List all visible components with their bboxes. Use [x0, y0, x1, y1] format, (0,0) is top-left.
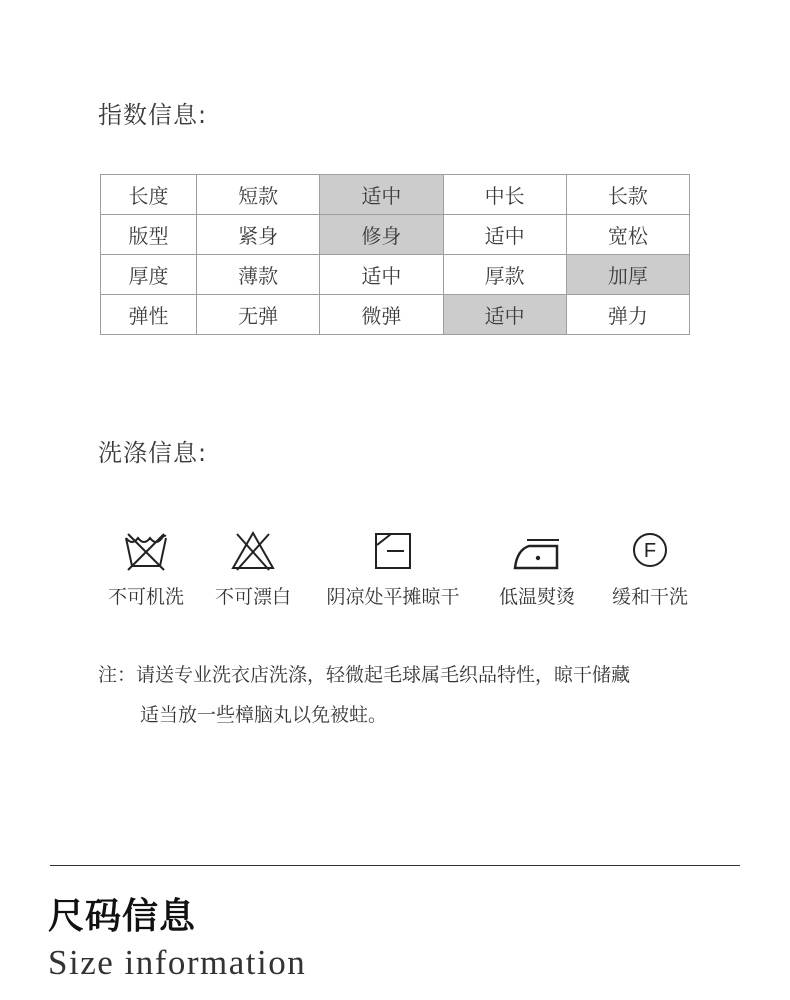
care-item-dry-flat-shade: [320, 530, 466, 609]
index-option: 短款: [197, 175, 320, 215]
index-option: 微弹: [320, 295, 443, 335]
note-prefix: 注：: [98, 664, 137, 686]
index-option: 弹力: [566, 295, 689, 335]
care-item-gentle-dry-clean: [607, 530, 693, 609]
note-line-2: 适当放一些樟脑丸以免被蛀。: [140, 704, 388, 726]
care-label: 不可机洗: [107, 586, 184, 608]
no-wash-icon: [122, 530, 170, 572]
size-section-title-zh: 尺码信息: [48, 896, 197, 937]
index-section-title: 指数信息:: [98, 101, 208, 129]
index-option: 中长: [443, 175, 566, 215]
index-option: 紧身: [197, 215, 320, 255]
care-label: 缓和干洗: [611, 586, 688, 608]
index-option: 适中: [443, 215, 566, 255]
index-option: 长款: [566, 175, 689, 215]
care-item-low-iron: [494, 530, 580, 609]
index-option: 修身: [320, 215, 443, 255]
care-item-no-bleach: [210, 530, 296, 609]
note-line-1: 请送专业洗衣店洗涤，轻微起毛球属毛织品特性，晾干储藏: [136, 664, 631, 686]
size-section-title-en: Size information: [48, 943, 307, 982]
table-row: [101, 295, 690, 335]
index-option: 无弹: [197, 295, 320, 335]
index-option: 加厚: [566, 255, 689, 295]
index-row-label: 版型: [101, 215, 197, 255]
dry-clean-letter: F: [643, 540, 657, 562]
dry-clean-f-icon: [626, 530, 674, 572]
care-item-no-machine-wash: [103, 530, 189, 609]
index-row-label: 厚度: [101, 255, 197, 295]
table-row: [101, 255, 690, 295]
index-option: 适中: [320, 175, 443, 215]
table-row: [101, 175, 690, 215]
index-option: 薄款: [197, 255, 320, 295]
care-note: [98, 655, 630, 735]
index-table: [100, 174, 690, 335]
table-row: [101, 215, 690, 255]
dry-flat-shade-icon: [369, 530, 417, 572]
index-option: 宽松: [566, 215, 689, 255]
care-label: 不可漂白: [214, 586, 291, 608]
index-row-label: 长度: [101, 175, 197, 215]
index-row-label: 弹性: [101, 295, 197, 335]
low-iron-icon: [513, 530, 561, 572]
index-option: 适中: [443, 295, 566, 335]
no-bleach-icon: [229, 530, 277, 572]
care-label: 阴凉处平摊晾干: [326, 586, 460, 608]
index-option: 适中: [320, 255, 443, 295]
care-label: 低温熨烫: [498, 586, 575, 608]
section-divider: [50, 865, 740, 866]
index-option: 厚款: [443, 255, 566, 295]
wash-section-title: 洗涤信息:: [98, 439, 208, 467]
